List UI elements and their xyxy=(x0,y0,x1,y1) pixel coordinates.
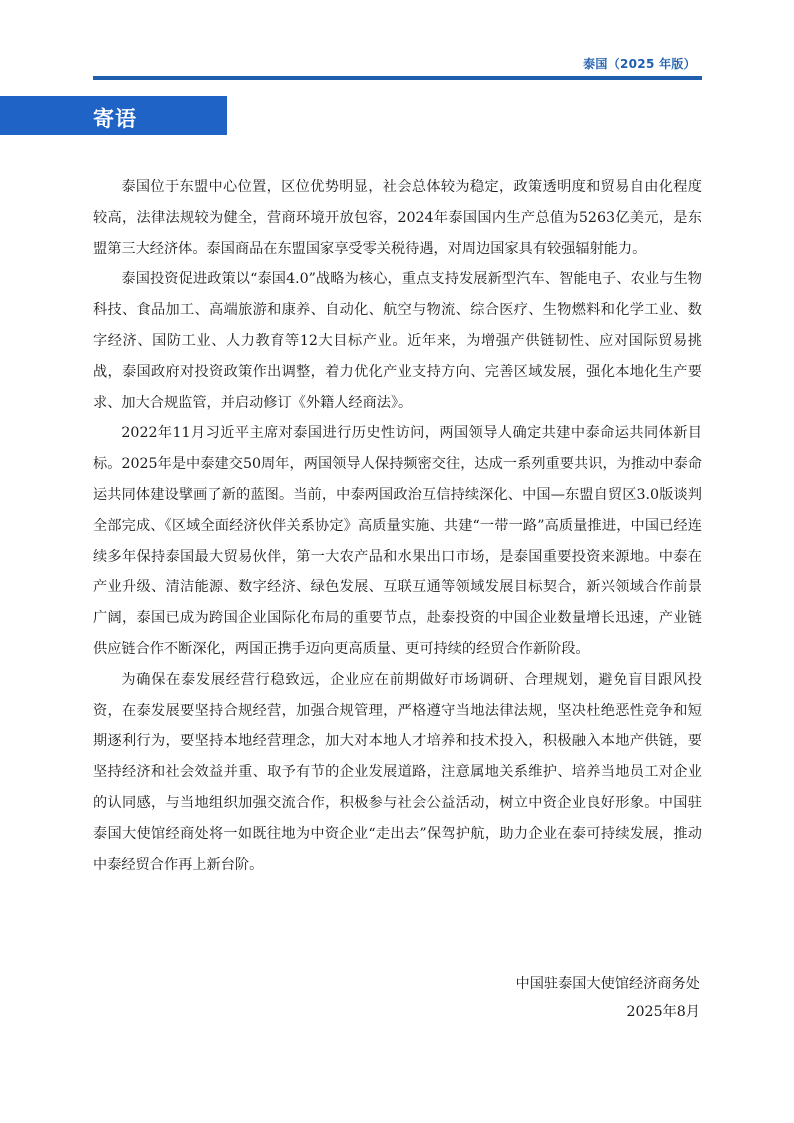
signature-date: 2025年8月 xyxy=(626,1004,700,1020)
paragraph-1: 泰国位于东盟中心位置，区位优势明显，社会总体较为稳定，政策透明度和贸易自由化程度较高，法律法规较为健全，营商环境开放包容，2024年泰国国内生产总值为5263亿美元，是东盟第三大经济体。泰国商品在东盟国家享受零关税待遇，对周边国家具有较强辐射能力。 xyxy=(93,179,702,257)
body-text xyxy=(93,172,702,880)
running-header: 泰国（2025 年版） xyxy=(583,57,696,71)
header-rule xyxy=(93,76,702,80)
paragraph-2: 泰国投资促进政策以“泰国4.0”战略为核心，重点支持发展新型汽车、智能电子、农业与生物科技、食品加工、高端旅游和康养、自动化、航空与物流、综合医疗、生物燃料和化学工业、数字经济、国防工业、人力教育等12大目标产业。近年来，为增强产供链韧性、应对国际贸易挑战，泰国政府对投资政策作出调整，着力优化产业支持方向、完善区域发展，强化本地化生产要求、加大合规监管，并启动修订《外籍人经商法》。 xyxy=(93,271,702,411)
signature-org: 中国驻泰国大使馆经济商务处 xyxy=(515,976,700,992)
signature-block xyxy=(516,970,700,1026)
paragraph-4: 为确保在泰发展经营行稳致远，企业应在前期做好市场调研、合理规划，避免盲目跟风投资，在泰发展要坚持合规经营，加强合规管理，严格遵守当地法律法规，坚决杜绝恶性竞争和短期逐利行为，要坚持本地经营理念，加大对本地人才培养和技术投入，积极融入本地产供链，要坚持经济和社会效益并重、取予有节的企业发展道路，注意属地关系维护、培养当地员工对企业的认同感，与当地组织加强交流合作，积极参与社会公益活动，树立中资企业良好形象。中国驻泰国大使馆经商处将一如既往地为中资企业“走出去”保驾护航，助力企业在泰可持续发展，推动中泰经贸合作再上新台阶。 xyxy=(93,671,702,873)
section-title: 寄语 xyxy=(93,107,137,131)
paragraph-3: 2022年11月习近平主席对泰国进行历史性访问，两国领导人确定共建中泰命运共同体新目标。2025年是中泰建交50周年，两国领导人保持频密交往，达成一系列重要共识，为推动中泰命运共同体建设擘画了新的蓝图。当前，中泰两国政治互信持续深化、中国—东盟自贸区3.0版谈判全部完成、《区域全面经济伙伴关系协定》高质量实施、共建“一带一路”高质量推进，中国已经连续多年保持泰国最大贸易伙伴，第一大农产品和水果出口市场，是泰国重要投资来源地。中泰在产业升级、清洁能源、数字经济、绿色发展、互联互通等领域发展目标契合，新兴领域合作前景广阔，泰国已成为跨国企业国际化布局的重要节点，赴泰投资的中国企业数量增长迅速，产业链供应链合作不断深化，两国正携手迈向更高质量、更可持续的经贸合作新阶段。 xyxy=(93,425,702,657)
